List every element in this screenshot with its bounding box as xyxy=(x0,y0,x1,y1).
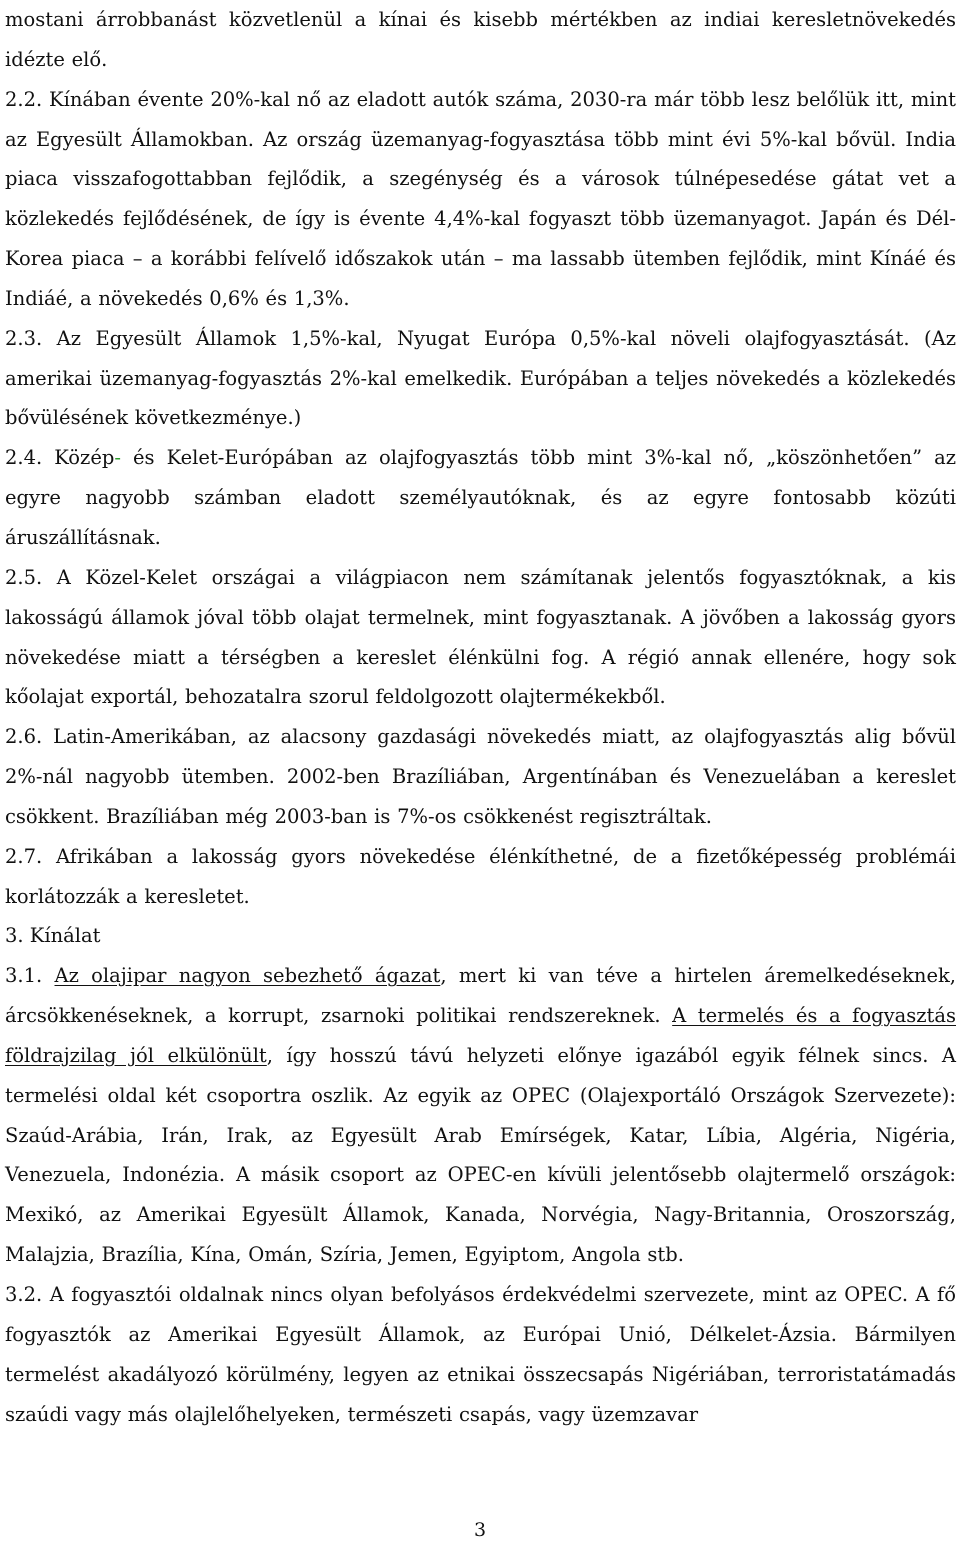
paragraph-text: és Kelet-Európában az olajfogyasztás több mint 3%-kal nő, „köszönhetően” az egyre nagyobb számban eladott személyautóknak, és az egyre fontosabb közúti áruszállításnak. xyxy=(5,446,956,549)
section-number: 2.4. xyxy=(5,446,43,470)
paragraph-2-5 xyxy=(5,558,956,717)
paragraph-text: , mert ki van téve a hirtelen áremelkedéseknek, árcsökkenéseknek, a korrupt, zsarnoki politikai rendszereknek. xyxy=(5,964,957,1028)
paragraph-2-4 xyxy=(5,438,956,558)
paragraph-2-7 xyxy=(5,837,956,917)
paragraph-text: A fogyasztói oldalnak nincs olyan befolyásos érdekvédelmi szervezete, mint az OPEC. A fő fogyasztók az Amerikai Egyesült Államok, az Európai Unió, Délkelet-Ázsia. Bármilyen termelést akadályozó körülmény, legyen az etnikai összecsapás Nigériában, terroristatámadás szaúdi vagy más olajlelőhelyeken, természeti csapás, vagy üzemzavar xyxy=(5,1283,956,1426)
section-heading-kinalat: 3. Kínálat xyxy=(5,924,101,948)
underlined-phrase: Az olajipar nagyon sebezhető ágazat xyxy=(54,964,441,988)
section-number: 2.6. xyxy=(5,725,43,749)
paragraph-text: Kínában évente 20%-kal nő az eladott autók száma, 2030-ra már több lesz belőlük itt, mint az Egyesült Államokban. Az ország üzemanyag-fogyasztása több mint évi 5%-kal bővül. India piaca visszafogottabban fejlődik, a szegénység és a városok túlnépesedése gátat vet a közlekedés fejlődésének, de így is évente 4,4%-kal fogyaszt több üzemanyagot. Japán és Dél-Korea piaca – a korábbi felívelő időszakok után – ma lassabb ütemben fejlődik, mint Kínáé és Indiáé, a növekedés 0,6% és 1,3%. xyxy=(5,87,956,310)
paragraph-2-3 xyxy=(5,319,956,439)
paragraph-2-6 xyxy=(5,717,956,837)
paragraph-text: Afrikában a lakosság gyors növekedése élénkíthetné, de a fizetőképesség problémái korlátozzák a keresletet. xyxy=(5,844,956,908)
intro-paragraph xyxy=(5,0,956,80)
highlighted-dash: - xyxy=(114,446,121,470)
paragraph-text: , így hosszú távú helyzeti előnye igazából egyik félnek sincs. A termelési oldal két csoportra oszlik. Az egyik az OPEC (Olajexportáló Országok Szervezete): Szaúd-Arábia, Irán, Irak, az Egyesült Arab Emírségek, Katar, Líbia, Algéria, Nigéria, Venezuela, Indonézia. A másik csoport az OPEC-en kívüli jelentősebb olajtermelő országok: Mexikó, az Amerikai Egyesült Államok, Kanada, Norvégia, Nagy-Britannia, Oroszország, Malajzia, Brazília, Kína, Omán, Szíria, Jemen, Egyiptom, Angola stb. xyxy=(5,1043,957,1267)
section-number: 2.2. xyxy=(5,87,43,111)
document-page xyxy=(5,0,956,1434)
underlined-phrase: A termelés és a fogyasztás földrajzilag jól elkülönült xyxy=(5,1004,956,1067)
section-number: 2.5. xyxy=(5,565,43,589)
section-number: 2.7. xyxy=(5,844,43,868)
section-number: 3.2. xyxy=(5,1283,43,1306)
section-number: 3.1. xyxy=(5,964,43,988)
paragraph-3-1 xyxy=(5,956,956,1275)
paragraph-3-2 xyxy=(5,1275,956,1434)
page-number: 3 xyxy=(473,1519,487,1541)
paragraph-text: Latin-Amerikában, az alacsony gazdasági növekedés miatt, az olajfogyasztás alig bővül 2%-nál nagyobb ütemben. 2002-ben Brazíliában, Argentínában és Venezuelában a kereslet csökkent. Brazíliában még 2003-ban is 7%-os csökkenést regisztráltak. xyxy=(5,725,957,828)
section-number: 2.3. xyxy=(5,326,43,350)
paragraph-2-2 xyxy=(5,80,956,319)
paragraph-text: A Közel-Kelet országai a világpiacon nem számítanak jelentős fogyasztóknak, a kis lakosságú államok jóval több olajat termelnek, mint fogyasztanak. A jövőben a lakosság gyors növekedése miatt a térségben a kereslet élénkülni fog. A régió annak ellenére, hogy sok kőolajat exportál, behozatalra szorul feldolgozott olajtermékekből. xyxy=(5,565,956,709)
intro-text: mostani árrobbanást közvetlenül a kínai és kisebb mértékben az indiai keresletnövekedés idézte elő. xyxy=(5,8,956,71)
paragraph-text-start: Közép xyxy=(54,446,115,470)
paragraph-text: Az Egyesült Államok 1,5%-kal, Nyugat Európa 0,5%-kal növeli olajfogyasztását. (Az amerikai üzemanyag-fogyasztás 2%-kal emelkedik. Európában a teljes növekedés a közlekedés bővülésének következménye.) xyxy=(5,326,956,430)
